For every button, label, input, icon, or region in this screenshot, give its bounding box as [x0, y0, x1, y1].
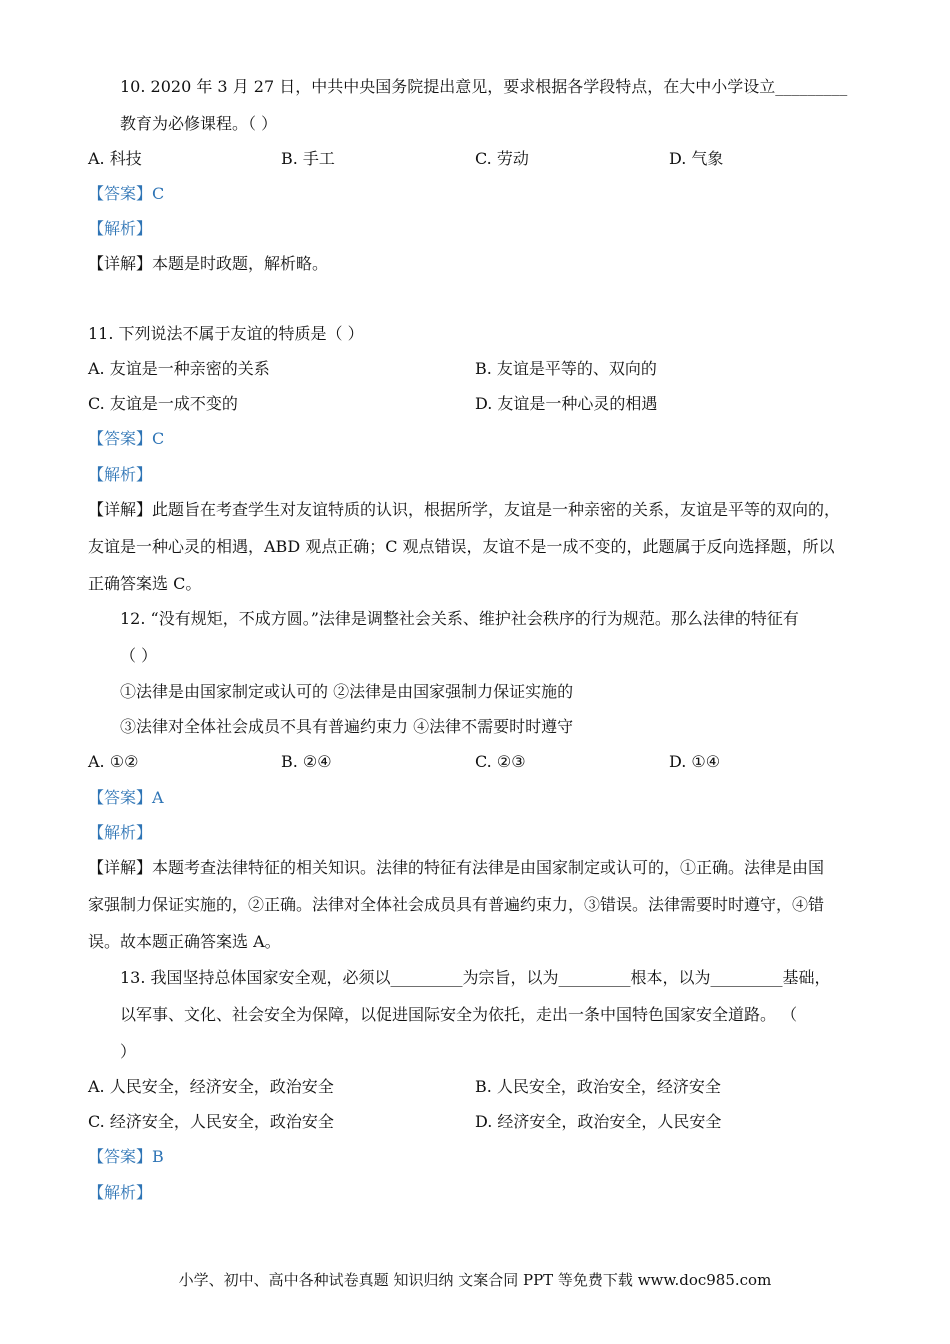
- q10-detail: 【详解】本题是时政题，解析略。: [88, 254, 329, 273]
- q10-analysis: 【解析】: [88, 219, 153, 238]
- q11-option-b: B. 友谊是平等的、双向的: [475, 359, 657, 378]
- q11-analysis: 【解析】: [88, 465, 153, 484]
- q11-detail-line3: 正确答案选 C。: [88, 574, 202, 593]
- q10-option-c: C. 劳动: [475, 149, 529, 168]
- q11-answer: 【答案】C: [88, 429, 165, 448]
- q13-option-b: B. 人民安全，政治安全，经济安全: [475, 1077, 721, 1096]
- q12-option-b: B. ②④: [281, 752, 332, 771]
- q13-option-c: C. 经济安全，人民安全，政治安全: [88, 1112, 334, 1131]
- q12-analysis: 【解析】: [88, 823, 153, 842]
- q13-stem-line2: 以军事、文化、社会安全为保障，以促进国际安全为依托，走出一条中国特色国家安全道路。 （: [120, 1005, 798, 1024]
- q12-item-line2: ③法律对全体社会成员不具有普遍约束力 ④法律不需要时时遵守: [120, 717, 574, 736]
- q12-detail-line1: 【详解】本题考查法律特征的相关知识。法律的特征有法律是由国家制定或认可的，①正确。法律是由国: [88, 858, 825, 877]
- q11-detail-line1: 【详解】此题旨在考查学生对友谊特质的认识，根据所学，友谊是一种亲密的关系，友谊是平等的双向的，: [88, 500, 841, 519]
- q11-option-c: C. 友谊是一成不变的: [88, 394, 238, 413]
- q12-stem-line1: 12. “没有规矩，不成方圆。”法律是调整社会关系、维护社会秩序的行为规范。那么法律的特征有: [120, 609, 799, 628]
- q13-option-d: D. 经济安全，政治安全，人民安全: [475, 1112, 722, 1131]
- q13-stem-line3: ）: [120, 1042, 137, 1061]
- q12-option-d: D. ①④: [669, 752, 721, 771]
- q11-detail-line2: 友谊是一种心灵的相遇，ABD 观点正确；C 观点错误，友谊不是一成不变的，此题属于反向选择题，所以: [88, 537, 835, 556]
- q10-option-d: D. 气象: [669, 149, 724, 168]
- q13-stem-line1: 13. 我国坚持总体国家安全观，必须以_________为宗旨，以为_________根本，以为_________基础，: [120, 968, 831, 987]
- q10-stem-line2: 教育为必修课程。（ ）: [120, 114, 278, 133]
- q10-option-a: A. 科技: [88, 149, 142, 168]
- q10-option-b: B. 手工: [281, 149, 335, 168]
- q13-answer: 【答案】B: [88, 1147, 164, 1166]
- q13-analysis: 【解析】: [88, 1183, 153, 1202]
- q12-item-line1: ①法律是由国家制定或认可的 ②法律是由国家强制力保证实施的: [120, 682, 574, 701]
- page-footer: 小学、初中、高中各种试卷真题 知识归纳 文案合同 PPT 等免费下载 www.doc985.com: [178, 1271, 772, 1289]
- q11-option-a: A. 友谊是一种亲密的关系: [88, 359, 270, 378]
- q11-stem: 11. 下列说法不属于友谊的特质是（ ）: [88, 324, 364, 343]
- q12-option-a: A. ①②: [88, 752, 139, 771]
- q12-stem-line2: （ ）: [120, 646, 158, 665]
- q10-answer: 【答案】C: [88, 184, 165, 203]
- q13-option-a: A. 人民安全，经济安全，政治安全: [88, 1077, 334, 1096]
- q12-option-c: C. ②③: [475, 752, 526, 771]
- q12-detail-line2: 家强制力保证实施的，②正确。法律对全体社会成员具有普遍约束力，③错误。法律需要时时遵守，④错: [88, 895, 825, 914]
- q11-option-d: D. 友谊是一种心灵的相遇: [475, 394, 658, 413]
- q12-detail-line3: 误。故本题正确答案选 A。: [88, 932, 281, 951]
- q12-answer: 【答案】A: [88, 788, 164, 807]
- q10-stem-line1: 10. 2020 年 3 月 27 日，中共中央国务院提出意见，要求根据各学段特点，在大中小学设立_________: [120, 77, 848, 96]
